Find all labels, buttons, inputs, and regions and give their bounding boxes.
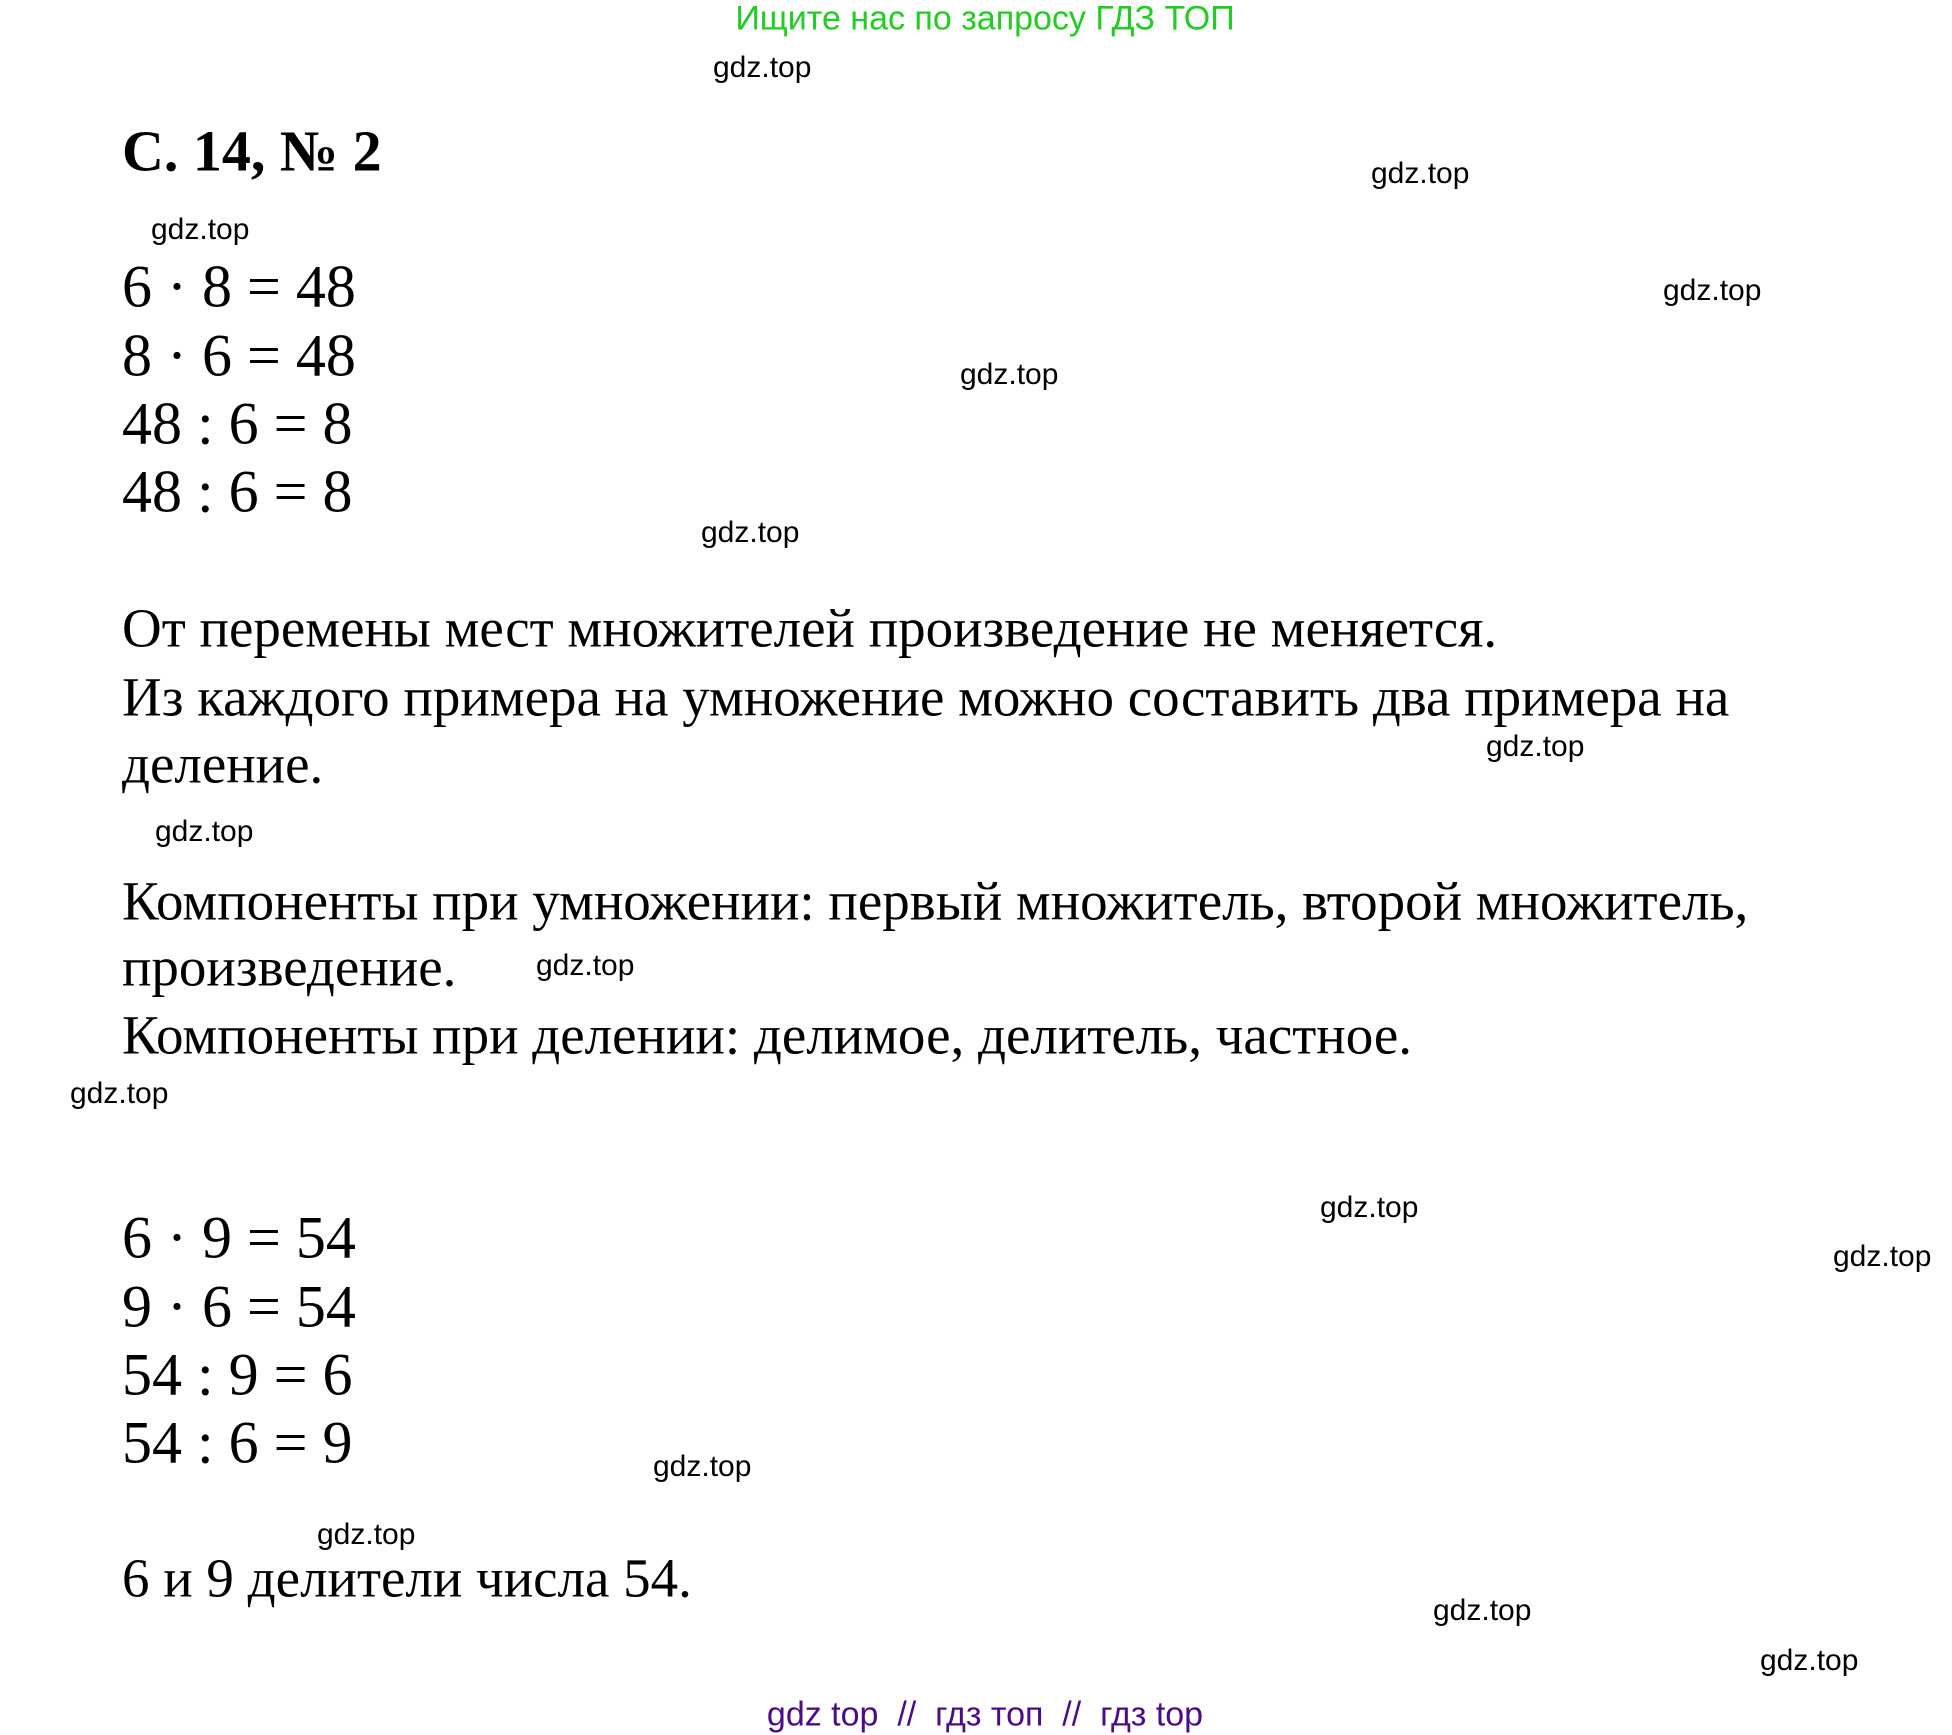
equation: 8 · 6 = 48 xyxy=(122,322,356,389)
watermark: gdz.top xyxy=(151,213,250,246)
watermark: gdz.top xyxy=(1320,1191,1419,1224)
watermark: gdz.top xyxy=(1833,1240,1932,1273)
paragraph-line: Из каждого примера на умножение можно составить два примера на xyxy=(122,666,1730,728)
equation: 48 : 6 = 8 xyxy=(122,390,353,457)
watermark: gdz.top xyxy=(713,51,812,84)
watermark: gdz.top xyxy=(701,516,800,549)
paragraph-line: Компоненты при умножении: первый множитель, второй множитель, xyxy=(122,870,1749,932)
watermark: gdz.top xyxy=(653,1450,752,1483)
watermark: gdz.top xyxy=(317,1518,416,1551)
watermark: gdz.top xyxy=(960,358,1059,391)
equation: 6 · 8 = 48 xyxy=(122,253,356,320)
equation: 48 : 6 = 8 xyxy=(122,458,353,525)
watermark: gdz.top xyxy=(1486,730,1585,763)
watermark: gdz.top xyxy=(1760,1644,1859,1677)
conclusion-text: 6 и 9 делители числа 54. xyxy=(122,1547,692,1609)
search-hint-header: Ищите нас по запросу ГДЗ ТОП xyxy=(735,0,1235,38)
equation: 54 : 6 = 9 xyxy=(122,1409,353,1476)
watermark: gdz.top xyxy=(70,1077,169,1110)
watermark: gdz.top xyxy=(155,815,254,848)
watermark: gdz.top xyxy=(1433,1594,1532,1627)
footer-links: gdz top // гдз топ // гдз top xyxy=(766,1695,1204,1734)
paragraph-line: От перемены мест множителей произведение не меняется. xyxy=(122,597,1498,659)
equation: 6 · 9 = 54 xyxy=(122,1204,356,1271)
paragraph-line: деление. xyxy=(122,733,324,795)
watermark: gdz.top xyxy=(1371,157,1470,190)
page-title: С. 14, № 2 xyxy=(122,118,382,184)
watermark: gdz.top xyxy=(1663,274,1762,307)
equation: 9 · 6 = 54 xyxy=(122,1273,356,1340)
equation: 54 : 9 = 6 xyxy=(122,1341,353,1408)
watermark: gdz.top xyxy=(536,949,635,982)
paragraph-line: Компоненты при делении: делимое, делитель, частное. xyxy=(122,1004,1413,1066)
paragraph-line: произведение. xyxy=(122,936,457,998)
